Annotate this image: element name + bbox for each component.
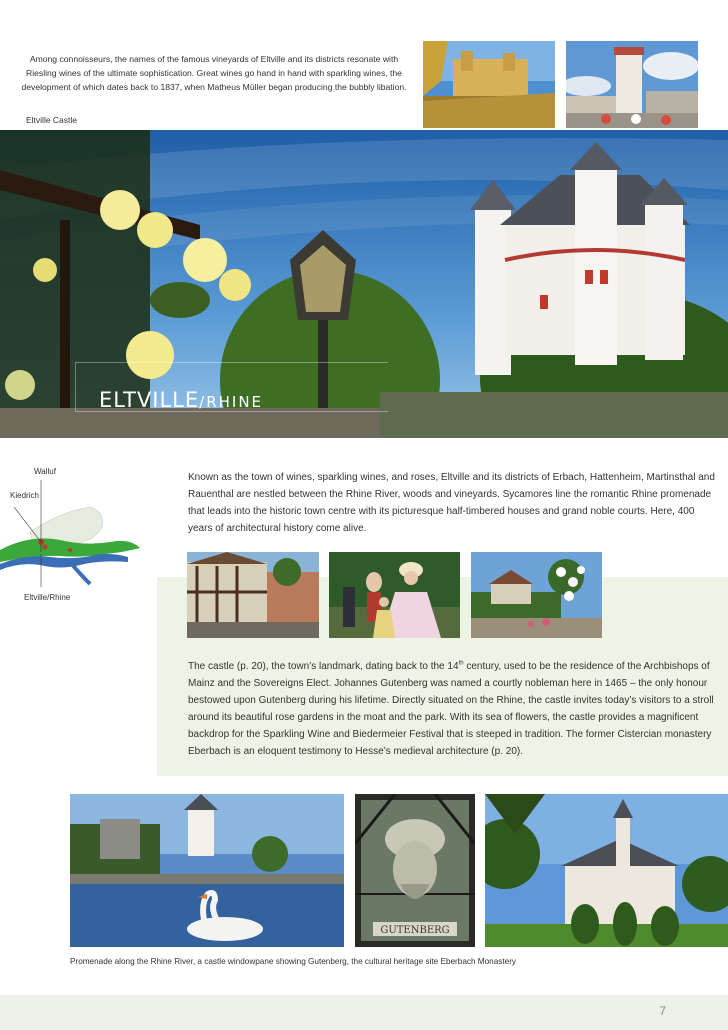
tower-square-photo bbox=[566, 41, 698, 128]
rose-garden-photo bbox=[471, 552, 602, 638]
title-main: ELTVILLE bbox=[99, 388, 200, 412]
footer-band bbox=[0, 995, 728, 1030]
map-label-kiedrich: Kiedrich bbox=[10, 491, 39, 500]
rhine-promenade-photo bbox=[70, 794, 344, 947]
costume-festival-photo bbox=[329, 552, 460, 638]
page-title bbox=[99, 388, 263, 412]
half-timbered-street-photo bbox=[187, 552, 319, 638]
title-sub: /RHINE bbox=[199, 393, 264, 411]
intro-text bbox=[14, 52, 414, 94]
intro-line-2: Riesling wines of the ultimate sophistication. Great wines go hand in hand with sparkling wines, the bbox=[26, 68, 402, 78]
para2-part-a: The castle (p. 20), the town’s landmark, dating back to the 14 bbox=[188, 661, 459, 672]
eberbach-monastery-photo bbox=[485, 794, 728, 947]
gutenberg-window-text: GUTENBERG bbox=[380, 925, 450, 936]
para2-superscript: th bbox=[458, 660, 464, 667]
location-map bbox=[0, 462, 160, 612]
para2-part-b: century, used to be the residence of the Archbishops of Mainz and the Sovereigns Elect. Johannes Gutenberg was named a courtly nobleman here in 1465 – the only honour bestowed upon Gutenberg during his lifetime. Directly situated on the Rhine, the castle invites today’s visitors to a stroll around its beautiful rose gardens in the moat and the park. With its sea of flowers, the castle provides a magnificent backdrop for the Sparkling Wine and Biedermeier Festival that is steeped in tradition. The former Cistercian monastery Eberbach is an eloquent testimony to Hesse’s medieval architecture (p. 20). bbox=[188, 661, 714, 757]
gutenberg-windowpane-photo bbox=[355, 794, 475, 947]
map-label-eltville: Eltville/Rhine bbox=[24, 593, 71, 602]
bottom-photo-caption: Promenade along the Rhine River, a castle windowpane showing Gutenberg, the cultural heritage site Eberbach Monastery bbox=[70, 957, 517, 966]
vineyard-castle-photo bbox=[423, 41, 555, 128]
intro-line-3: development of which dates back to 1837, when Matheus Müller began producing the bubbly libation. bbox=[21, 82, 407, 92]
map-label-walluf: Walluf bbox=[34, 467, 56, 476]
paragraph-castle bbox=[188, 658, 718, 760]
paragraph-intro: Known as the town of wines, sparkling wines, and roses, Eltville and its districts of Erbach, Hattenheim, Martinsthal and Rauenthal are nestled between the Rhine River, woods and vineyards. Sycamores line the romantic Rhine promenade that leads into the historic town centre with its picturesque half-timbered houses and grand noble courts. Here, 400 years of architectural history come alive. bbox=[188, 472, 715, 534]
castle-caption: Eltville Castle bbox=[26, 115, 78, 125]
intro-line-1: Among connoisseurs, the names of the famous vineyards of Eltville and its districts resonate with bbox=[29, 54, 399, 64]
page-number: 7 bbox=[659, 1004, 666, 1018]
